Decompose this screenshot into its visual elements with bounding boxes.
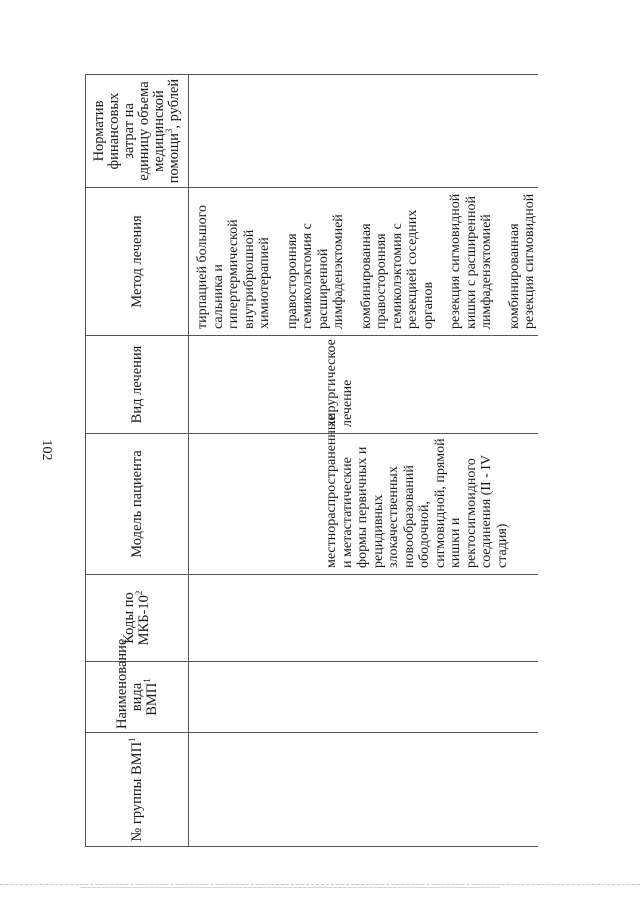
table-row [189,75,538,847]
scan-edge-line [0,884,640,885]
vmp-table [85,74,538,847]
header-patient-model: Модель пациента [86,434,189,575]
method-item: резекция сигмовидной кишки с расширенной лимфаденэктомией [448,193,494,329]
patient-model-text: местнораспространенные и метастатические формы первичных и рецидивных злокачественных новообразований ободочной, сигмовидной, прямой кишки и ректосигмоидного соединения (II - IV стадия) [324,414,510,568]
cell-treatment-type [189,336,538,434]
method-item: правосторонняя гемиколэктомия с расширенной лимфаденэктомией [284,214,346,329]
header-group-number: № группы ВМП$^1$ [86,733,189,847]
cell-group-number [189,733,538,847]
scan-edge-line [80,887,500,888]
header-vmp-name: Наименование вида ВМП$^1$ [86,662,189,733]
header-treatment-method: Метод лечения [86,188,189,336]
page-number: 102 [39,439,54,461]
method-item: тирпацией большого сальника и гипертермической внутрибрюшной химиотерапией [195,205,272,329]
cell-vmp-name [189,662,538,733]
table-header-row [86,75,189,847]
cell-financial-norm [189,75,538,188]
header-financial-norm: Норматив финансовых затрат на единицу объема медицинской помощи$^3$, рублей [86,75,189,188]
cell-patient-model [189,414,538,575]
method-item: комбинированная правосторонняя гемиколэктомия с резекцией соседних органов [358,209,436,329]
header-treatment-type: Вид лечения [86,336,189,434]
cell-treatment-method [189,188,538,336]
treatment-type-text: хирургическое лечение [324,339,355,427]
header-icd-codes: Коды по МКБ-$10^2$ [86,575,189,662]
cell-icd-codes [189,575,538,662]
rotated-page-content [85,75,537,847]
method-item: комбинированная резекция сигмовидной [506,193,537,329]
